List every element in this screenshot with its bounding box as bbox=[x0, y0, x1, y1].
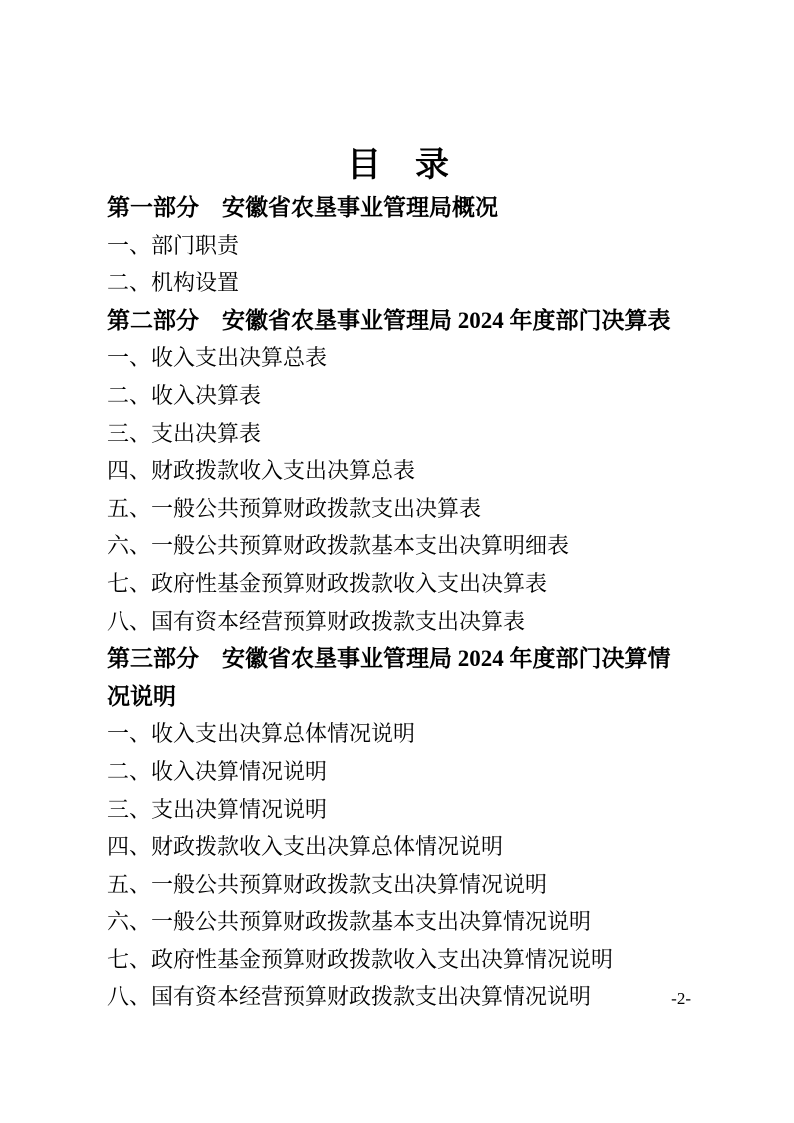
toc-content bbox=[107, 142, 689, 1016]
toc-entry: 六、一般公共预算财政拨款基本支出决算情况说明 bbox=[107, 909, 592, 935]
toc-entry: 一、部门职责 bbox=[107, 232, 240, 258]
page-number: -2- bbox=[671, 989, 691, 1008]
toc-entry: 八、国有资本经营预算财政拨款支出决算情况说明 bbox=[107, 984, 592, 1010]
toc-entry: 五、一般公共预算财政拨款支出决算情况说明 bbox=[107, 871, 548, 897]
page-title: 目 录 bbox=[347, 146, 449, 184]
toc-entry: 六、一般公共预算财政拨款基本支出决算明细表 bbox=[107, 533, 570, 559]
toc-entry: 四、财政拨款收入支出决算总表 bbox=[107, 458, 416, 484]
toc-entry: 七、政府性基金预算财政拨款收入支出决算情况说明 bbox=[107, 946, 614, 972]
toc-entry: 二、收入决算表 bbox=[107, 382, 262, 408]
toc-entry: 一、收入支出决算总表 bbox=[107, 345, 328, 371]
toc-part-heading: 第二部分 安徽省农垦事业管理局 2024 年度部门决算表 bbox=[107, 307, 671, 333]
toc-entry: 五、一般公共预算财政拨款支出决算表 bbox=[107, 495, 482, 521]
toc-entry: 二、机构设置 bbox=[107, 270, 240, 296]
toc-entry: 八、国有资本经营预算财政拨款支出决算表 bbox=[107, 608, 526, 634]
toc-entry: 四、财政拨款收入支出决算总体情况说明 bbox=[107, 834, 504, 860]
toc-part-heading: 第一部分 安徽省农垦事业管理局概况 bbox=[107, 195, 498, 220]
toc-list bbox=[107, 189, 689, 1016]
toc-entry: 二、收入决算情况说明 bbox=[107, 758, 328, 784]
toc-entry: 七、政府性基金预算财政拨款收入支出决算表 bbox=[107, 570, 548, 596]
toc-entry: 一、收入支出决算总体情况说明 bbox=[107, 721, 416, 747]
toc-part-heading: 第三部分 安徽省农垦事业管理局 2024 年度部门决算情况说明 bbox=[107, 646, 671, 709]
toc-entry: 三、支出决算表 bbox=[107, 420, 262, 446]
toc-entry: 三、支出决算情况说明 bbox=[107, 796, 328, 822]
